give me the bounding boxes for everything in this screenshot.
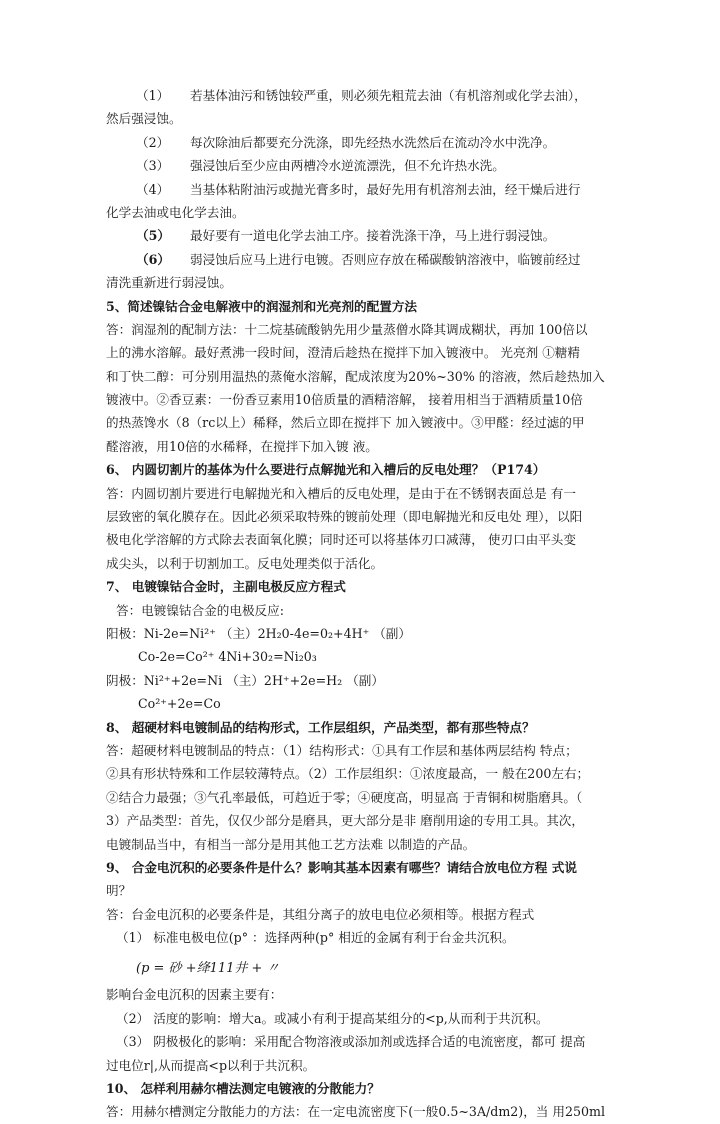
question-6-text: 6、 内圆切割片的基体为什么要进行点解抛光和入槽后的反电处理？: [106, 462, 485, 478]
factor-1: （1） 标准电极电位(p° ：选择两种(p° 相近的金属有利于台金共沉积。: [116, 930, 515, 946]
list-item: [106, 131, 618, 154]
list-item-number: （1）: [136, 88, 170, 103]
cathode-reaction-1: [106, 669, 618, 692]
answer-line: 层致密的氧化膜存在。因此必须采取特殊的镀前处理（即电解抛光和反电处 理），以阳: [106, 509, 583, 525]
list-item: [106, 248, 618, 271]
nernst-formula: (p = 砂 +绛111井 + 〃: [136, 961, 280, 977]
list-item-number: （6）: [136, 251, 170, 267]
answer-line: 答：内圆切割片要进行电解抛光和入槽后的反电处理，是由于在不锈钢表面总是 有一: [106, 485, 576, 501]
list-item-text: 每次除油后都要充分洗涤，即先经热水洗然后在流动冷水中洗净。: [190, 134, 556, 150]
anode-reaction-1: [106, 622, 618, 645]
factors-intro: 影响台金电沉积的因素主要有：: [106, 987, 283, 1003]
answer-line: 3）产品类型：首先，仅仅少部分是磨具，更大部分是非 磨削用途的专用工具。其次，: [106, 813, 584, 829]
question-7-title: 7、 电镀镍钴合金时，主副电极反应方程式: [106, 579, 346, 595]
anode-label: 阳极：: [106, 625, 144, 641]
list-item-text: 弱浸蚀后应马上进行电镀。否则应存放在稀碳酸钠溶液中，临镀前经过: [190, 251, 581, 267]
list-item-number: （5）: [136, 228, 170, 244]
list-item-number: （4）: [136, 181, 170, 197]
list-item-number: （2）: [136, 134, 170, 150]
list-item: 化学去油或电化学去油。: [106, 204, 245, 220]
list-item: [106, 154, 618, 177]
list-item-text: 若基体油污和锈蚀较严重，则必须先粗荒去油（有机溶剂或化学去油），: [190, 88, 587, 103]
answer-line: 成尖头，以利于切割加工。反电处理类似于活化。: [106, 555, 384, 571]
answer-line: 答：润湿剂的配制方法：十二烷基硫酸钠先用少量蒸僧水降其调成糊状，再加 100倍以: [106, 321, 588, 337]
page-reference: （P174）: [484, 462, 546, 478]
question-7-intro: 答：电镀镍钴合金的电极反应:: [116, 602, 284, 618]
list-item-text: 强浸蚀后至少应由两槽冷水逆流漂洗，但不允许热水洗。: [190, 158, 505, 174]
answer-line: ②结合力最强；③气孔率最低，可趋近于零；④硬度高，明显高 于青铜和树脂磨具。（: [106, 789, 583, 805]
question-8-title: 8、 超硬材料电镀制品的结构形式，工作层组织，产品类型，都有那些特点？: [106, 719, 535, 735]
cathode-equation-1: Ni²⁺+2e=Ni （主）2H⁺+2e=H₂ （副）: [143, 672, 384, 688]
list-item: 然后强浸蚀。: [106, 111, 182, 127]
answer-line: 的热蒸馋水（8（rc以上）稀释，然后立即在搅拌下 加入镀液中。③甲醛：经过滤的甲: [106, 415, 585, 431]
answer-line: 镀液中。②香豆素：一份香豆素用10倍质量的酒精溶解， 接着用相当于酒精质量10倍: [106, 392, 583, 408]
answer-line: 上的沸水溶解。最好煮沸一段时间，澄清后趁热在搅拌下加入镀液中。 光亮剂 ①糖精: [106, 345, 580, 361]
question-6-title: [106, 458, 618, 481]
factor-3-cont: 过电位r|,从而提高<p以利于共沉积。: [106, 1057, 316, 1073]
list-item-number: （3）: [136, 158, 170, 174]
anode-equation-1: Ni-2e=Ni²⁺ （主）2H₂0-4e=0₂+4H⁺ （副）: [143, 625, 411, 641]
question-5-title: 5、简述镍钴合金电解液中的润湿剂和光亮剂的配置方法: [106, 298, 418, 314]
factor-3: （3） 阴极极化的影响：采用配合物溶液或添加剂或选择合适的电流密度，都可 提高: [116, 1034, 586, 1050]
cathode-reaction-2: Co²⁺+2e=Co: [138, 696, 221, 712]
answer-line: 答：超硬材料电镀制品的特点：（1）结构形式：①具有工作层和基体两层结构 特点；: [106, 742, 578, 758]
list-item: [106, 178, 618, 201]
list-item: 清洗重新进行弱浸蚀。: [106, 275, 232, 291]
list-item-text: 当基体粘附油污或抛光膏多时，最好先用有机溶剂去油，经干燥后进行: [190, 181, 581, 197]
list-item-text: 最好要有一道电化学去油工序。接着洗涤干净，马上进行弱浸蚀。: [190, 228, 556, 244]
question-8-answer: [106, 739, 618, 856]
list-item: [106, 224, 618, 247]
question-9-title: 9、 合金电沉积的必要条件是什么？影响其基本因素有哪些？请结合放电位方程 式说: [106, 859, 577, 875]
question-5-answer: [106, 318, 618, 458]
answer-line: 和丁快二醇：可分别用温热的蒸俺水溶解，配成浓度为20%~30% 的溶液，然后趁热加入: [106, 368, 605, 384]
question-9-title-cont: 明？: [106, 883, 132, 899]
answer-line: ②具有形状特殊和工作层较薄特点。（2）工作层组织：①浓度最高，一 般在200左右；: [106, 766, 590, 782]
question-10-answer: 答：用赫尔槽测定分散能力的方法：在一定电流密度下(一般0.5~3A/dm2)，当 用250ml: [106, 1104, 606, 1120]
question-10-title: 10、 怎样利用赫尔槽法测定电镀液的分散能力？: [106, 1081, 380, 1097]
cathode-label: 阴极：: [106, 672, 144, 688]
answer-line: 电镀制品当中，有相当一部分是用其他工艺方法难 以制造的产品。: [106, 836, 476, 852]
factor-2: （2） 活度的影响：增大a。或减小有利于提高某组分的<p,从而利于共沉积。: [116, 1010, 549, 1026]
answer-line: 醛溶液，用10倍的水稀释，在搅拌下加入镀 液。: [106, 438, 378, 454]
anode-reaction-2: Co-2e=Co²⁺ 4Ni+30₂=Ni₂0₃: [138, 649, 317, 665]
pretreatment-list: [106, 84, 618, 295]
list-item: [106, 84, 618, 107]
document-page: [106, 84, 618, 1124]
answer-line: 极电化学溶解的方式除去表面氧化膜；同时还可以将基体刃口减薄， 使刃口由平头变: [106, 532, 576, 548]
question-9-answer: 答：台金电沉积的必要条件是，其组分离子的放电电位必须相等。根据方程式: [106, 906, 535, 922]
question-6-answer: [106, 482, 618, 576]
